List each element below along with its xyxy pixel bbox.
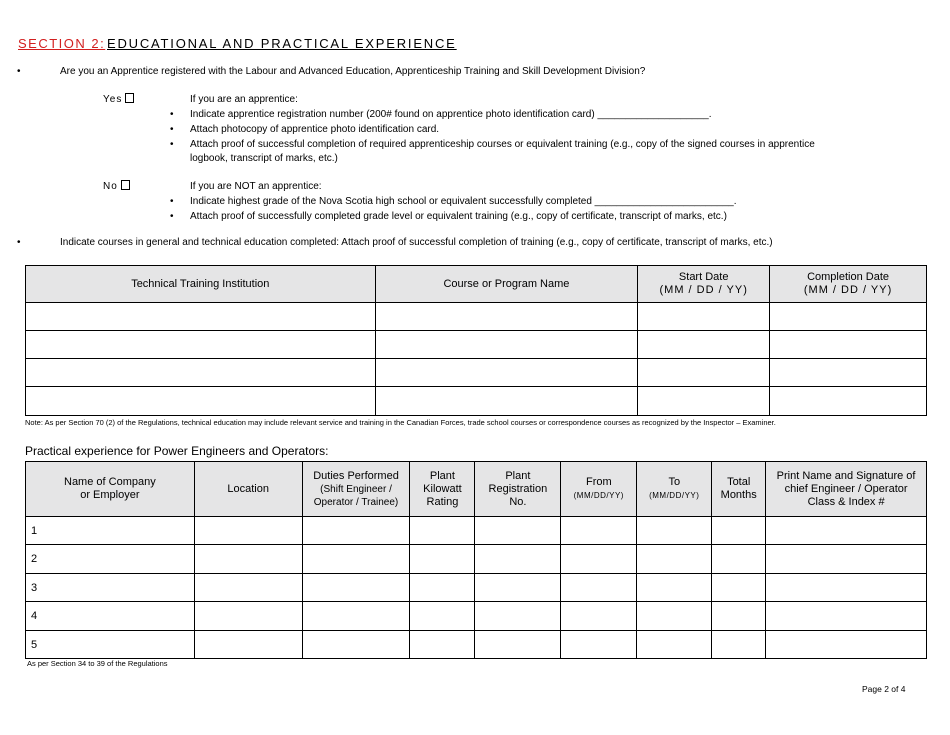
cell-to[interactable] xyxy=(637,631,712,659)
cell-registration[interactable] xyxy=(475,631,561,659)
table-row[interactable] xyxy=(26,331,927,359)
row-number[interactable]: 3 xyxy=(26,574,195,602)
cell-institution[interactable] xyxy=(26,331,376,359)
header-sign-line3: Class & Index # xyxy=(807,495,885,508)
page-number: Page 2 of 4 xyxy=(862,684,906,694)
header-duties-line1: Duties Performed xyxy=(313,469,399,482)
header-total-line1: Total xyxy=(727,476,751,488)
header-to xyxy=(637,462,712,517)
cell-total-months[interactable] xyxy=(712,574,766,602)
cell-start-date[interactable] xyxy=(638,303,770,331)
row-number[interactable]: 4 xyxy=(26,602,195,631)
cell-location[interactable] xyxy=(194,545,302,574)
yes-item-proof-cont: logbook, transcript of marks, etc.) xyxy=(190,153,338,164)
cell-signature[interactable] xyxy=(766,545,927,574)
no-item-grade: Indicate highest grade of the Nova Scotia high school or equivalent successfully completed _________________________. xyxy=(190,196,737,207)
bullet-icon: • xyxy=(170,109,174,120)
cell-signature[interactable] xyxy=(766,517,927,545)
practical-note: As per Section 34 to 39 of the Regulations xyxy=(27,659,168,668)
cell-duties[interactable] xyxy=(302,574,410,602)
header-duties-line2: (Shift Engineer / xyxy=(320,483,392,495)
cell-duties[interactable] xyxy=(302,602,410,631)
cell-registration[interactable] xyxy=(475,545,561,574)
section-title: EDUCATIONAL AND PRACTICAL EXPERIENCE xyxy=(107,36,457,51)
table-row[interactable] xyxy=(26,545,927,574)
row-number[interactable]: 2 xyxy=(26,545,195,574)
cell-start-date[interactable] xyxy=(638,331,770,359)
cell-location[interactable] xyxy=(194,602,302,631)
cell-from[interactable] xyxy=(561,545,637,574)
cell-kilowatt[interactable] xyxy=(410,545,475,574)
cell-kilowatt[interactable] xyxy=(410,602,475,631)
cell-total-months[interactable] xyxy=(712,602,766,631)
header-from xyxy=(561,462,637,517)
cell-kilowatt[interactable] xyxy=(410,574,475,602)
table-row[interactable] xyxy=(26,303,927,331)
cell-to[interactable] xyxy=(637,574,712,602)
header-start-format: (MM / DD / YY) xyxy=(659,284,748,296)
practical-header-row xyxy=(26,462,927,517)
header-sign-line1: Print Name and Signature of xyxy=(776,469,916,482)
no-item-proof: Attach proof of successfully completed grade level or equivalent training (e.g., copy of certificate, transcript of marks, etc.) xyxy=(190,211,727,222)
table-header-row xyxy=(26,266,927,303)
cell-signature[interactable] xyxy=(766,602,927,631)
cell-location[interactable] xyxy=(194,631,302,659)
header-completion-date xyxy=(770,266,927,303)
cell-start-date[interactable] xyxy=(638,387,770,416)
header-kw-line1: Plant xyxy=(429,469,455,482)
cell-signature[interactable] xyxy=(766,574,927,602)
table-row[interactable] xyxy=(26,517,927,545)
table-row[interactable] xyxy=(26,359,927,387)
header-signature xyxy=(766,462,927,517)
cell-kilowatt[interactable] xyxy=(410,517,475,545)
row-number[interactable]: 5 xyxy=(26,631,195,659)
header-kw-line2: Kilowatt xyxy=(423,482,462,495)
header-reg-line2: Registration xyxy=(488,482,548,495)
no-checkbox[interactable] xyxy=(121,180,130,190)
cell-to[interactable] xyxy=(637,602,712,631)
no-label: No xyxy=(103,181,118,192)
yes-label: Yes xyxy=(103,94,123,105)
yes-checkbox[interactable] xyxy=(125,93,134,103)
cell-completion-date[interactable] xyxy=(770,303,927,331)
cell-completion-date[interactable] xyxy=(770,359,927,387)
header-company xyxy=(26,462,195,517)
question-apprentice: Are you an Apprentice registered with the Labour and Advanced Education, Apprenticeship Training and Skill Development Division? xyxy=(60,66,646,77)
cell-location[interactable] xyxy=(194,574,302,602)
no-heading: If you are NOT an apprentice: xyxy=(190,181,322,192)
header-registration xyxy=(475,462,561,517)
yes-option[interactable] xyxy=(103,93,134,107)
header-from-format: (MM/DD/YY) xyxy=(573,491,624,500)
cell-completion-date[interactable] xyxy=(770,331,927,359)
cell-registration[interactable] xyxy=(475,517,561,545)
cell-institution[interactable] xyxy=(26,359,376,387)
header-reg-line1: Plant xyxy=(505,469,531,482)
header-kw-line3: Rating xyxy=(426,495,459,508)
header-sign-line2: chief Engineer / Operator xyxy=(784,482,908,495)
yes-item-photocopy: Attach photocopy of apprentice photo identification card. xyxy=(190,124,440,135)
bullet-icon: • xyxy=(17,237,21,248)
cell-from[interactable] xyxy=(561,574,637,602)
cell-to[interactable] xyxy=(637,517,712,545)
bullet-icon: • xyxy=(170,124,174,135)
header-location: Location xyxy=(194,462,302,517)
header-kilowatt xyxy=(410,462,475,517)
cell-location[interactable] xyxy=(194,517,302,545)
yes-heading: If you are an apprentice: xyxy=(190,94,298,105)
bullet-icon: • xyxy=(170,196,174,207)
bullet-icon: • xyxy=(170,211,174,222)
header-total-line2: Months xyxy=(720,489,757,501)
header-company-line1: Name of Company xyxy=(64,476,156,488)
header-company-line2: or Employer xyxy=(80,489,140,501)
row-number[interactable]: 1 xyxy=(26,517,195,545)
no-option[interactable] xyxy=(103,180,130,194)
header-duties xyxy=(302,462,410,517)
header-institution: Technical Training Institution xyxy=(26,266,376,303)
practical-experience-table xyxy=(25,461,927,659)
bullet-icon: • xyxy=(17,66,21,77)
section-label: SECTION 2: xyxy=(18,36,106,51)
cell-course[interactable] xyxy=(375,303,638,331)
cell-kilowatt[interactable] xyxy=(410,631,475,659)
cell-from[interactable] xyxy=(561,631,637,659)
cell-total-months[interactable] xyxy=(712,517,766,545)
cell-total-months[interactable] xyxy=(712,545,766,574)
header-completion-format: (MM / DD / YY) xyxy=(803,284,893,296)
table-row[interactable] xyxy=(26,387,927,416)
header-to-label: To xyxy=(668,476,681,488)
cell-from[interactable] xyxy=(561,602,637,631)
technical-note: Note: As per Section 70 (2) of the Regulations, technical education may include relevant service and training in the Canadian Forces, trade school courses or correspondence courses as recognized by the Inspector – Examiner. xyxy=(25,418,776,427)
header-completion-label: Completion Date xyxy=(807,271,890,283)
cell-from[interactable] xyxy=(561,517,637,545)
header-from-label: From xyxy=(585,476,612,488)
cell-course[interactable] xyxy=(375,387,638,416)
header-course: Course or Program Name xyxy=(375,266,638,303)
cell-start-date[interactable] xyxy=(638,359,770,387)
cell-institution[interactable] xyxy=(26,387,376,416)
yes-item-registration: Indicate apprentice registration number (200# found on apprentice photo identification card) ____________________. xyxy=(190,109,712,120)
cell-signature[interactable] xyxy=(766,631,927,659)
cell-total-months[interactable] xyxy=(712,631,766,659)
header-total-months xyxy=(712,462,766,517)
cell-completion-date[interactable] xyxy=(770,387,927,416)
table-row[interactable] xyxy=(26,602,927,631)
table-row[interactable] xyxy=(26,631,927,659)
practical-title: Practical experience for Power Engineers and Operators: xyxy=(25,444,329,458)
cell-course[interactable] xyxy=(375,359,638,387)
table-row[interactable] xyxy=(26,574,927,602)
yes-item-proof: Attach proof of successful completion of required apprenticeship courses or equivalent training (e.g., copy of the signed courses in apprentice xyxy=(190,139,815,150)
cell-registration[interactable] xyxy=(475,602,561,631)
question-courses: Indicate courses in general and technical education completed: Attach proof of successful completion of training (e.g., copy of certificate, transcript of marks, etc.) xyxy=(60,237,773,248)
header-start-date xyxy=(638,266,770,303)
cell-duties[interactable] xyxy=(302,631,410,659)
header-start-label: Start Date xyxy=(678,271,729,283)
cell-registration[interactable] xyxy=(475,574,561,602)
cell-institution[interactable] xyxy=(26,303,376,331)
bullet-icon: • xyxy=(170,139,174,150)
header-to-format: (MM/DD/YY) xyxy=(649,491,700,500)
header-reg-line3: No. xyxy=(509,495,527,508)
cell-duties[interactable] xyxy=(302,545,410,574)
cell-to[interactable] xyxy=(637,545,712,574)
technical-training-table xyxy=(25,265,927,416)
cell-duties[interactable] xyxy=(302,517,410,545)
cell-course[interactable] xyxy=(375,331,638,359)
header-duties-line3: Operator / Trainee) xyxy=(313,496,399,508)
